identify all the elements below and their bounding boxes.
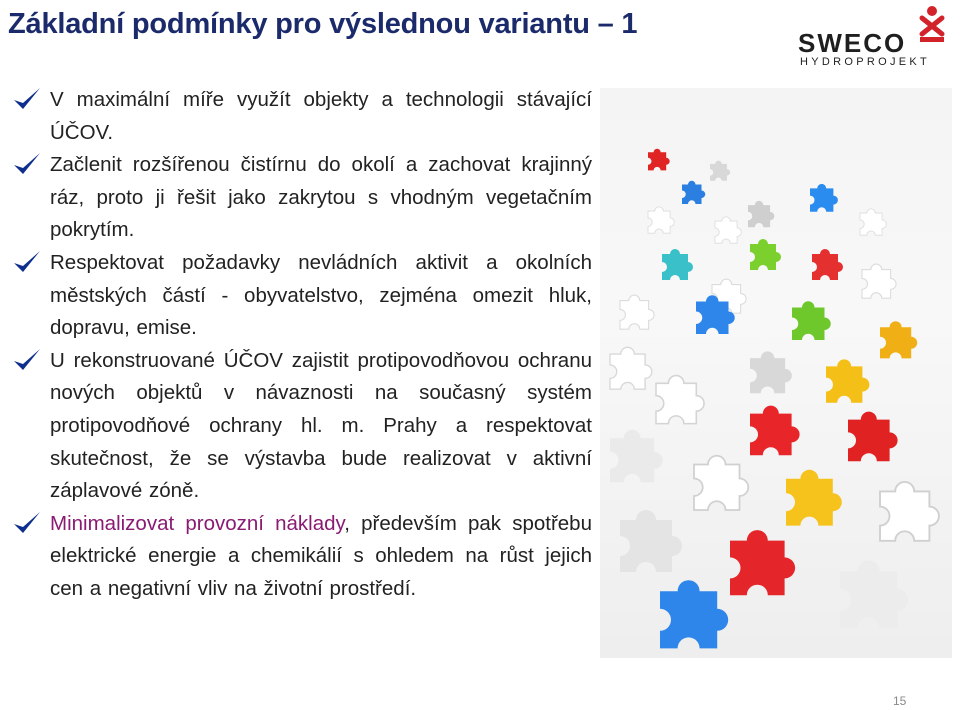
- bullet-text: Začlenit rozšířenou čistírnu do okolí a zachovat krajinný ráz, proto ji řešit jako zakrytou s vhodným vegetačním pokrytím.: [50, 153, 592, 242]
- bullet-list: [12, 84, 592, 606]
- logo-mark-icon: [916, 4, 958, 46]
- checkmark-icon: [12, 510, 42, 536]
- bullet-text: [50, 508, 592, 606]
- checkmark-icon: [12, 347, 42, 373]
- puzzle-illustration: [600, 88, 952, 658]
- bullet-item: [12, 345, 592, 508]
- bullet-text: V maximální míře využít objekty a technologii stávající ÚČOV.: [50, 88, 592, 144]
- bullet-text: Respektovat požadavky nevládních aktivit a okolních městských částí - obyvatelstvo, zejména omezit hluk, dopravu, emise.: [50, 250, 592, 340]
- page-number: 15: [893, 694, 907, 708]
- checkmark-icon: [12, 151, 42, 177]
- bullet-item: [12, 84, 592, 149]
- slide-title: Základní podmínky pro výslednou variantu – 1: [8, 8, 638, 40]
- sweco-logo: [796, 4, 958, 70]
- puzzle-pieces-image: [600, 88, 952, 658]
- bullet-text: U rekonstruované ÚČOV zajistit protipovodňovou ochranu nových objektů v návaznosti na současný systém protipovodňové ochrany hl. m. Prahy a respektovat skutečnost, že se výstavba bude realizovat v aktivní záplavové zóně.: [50, 348, 592, 503]
- logo-subtitle: HYDROPROJEKT: [800, 56, 931, 68]
- bullet-item: [12, 149, 592, 247]
- bullet-lead-text: Minimalizovat provozní náklady: [50, 511, 345, 535]
- checkmark-icon: [12, 249, 42, 275]
- bullet-item: [12, 247, 592, 345]
- bullet-rest-text: , především pak spotřebu elektrické energie a chemikálií s ohledem na růst jejich cen a negativní vliv na životní prostředí.: [50, 511, 592, 600]
- checkmark-icon: [12, 86, 42, 112]
- bullet-item: [12, 508, 592, 606]
- logo-word: SWECO: [798, 28, 907, 58]
